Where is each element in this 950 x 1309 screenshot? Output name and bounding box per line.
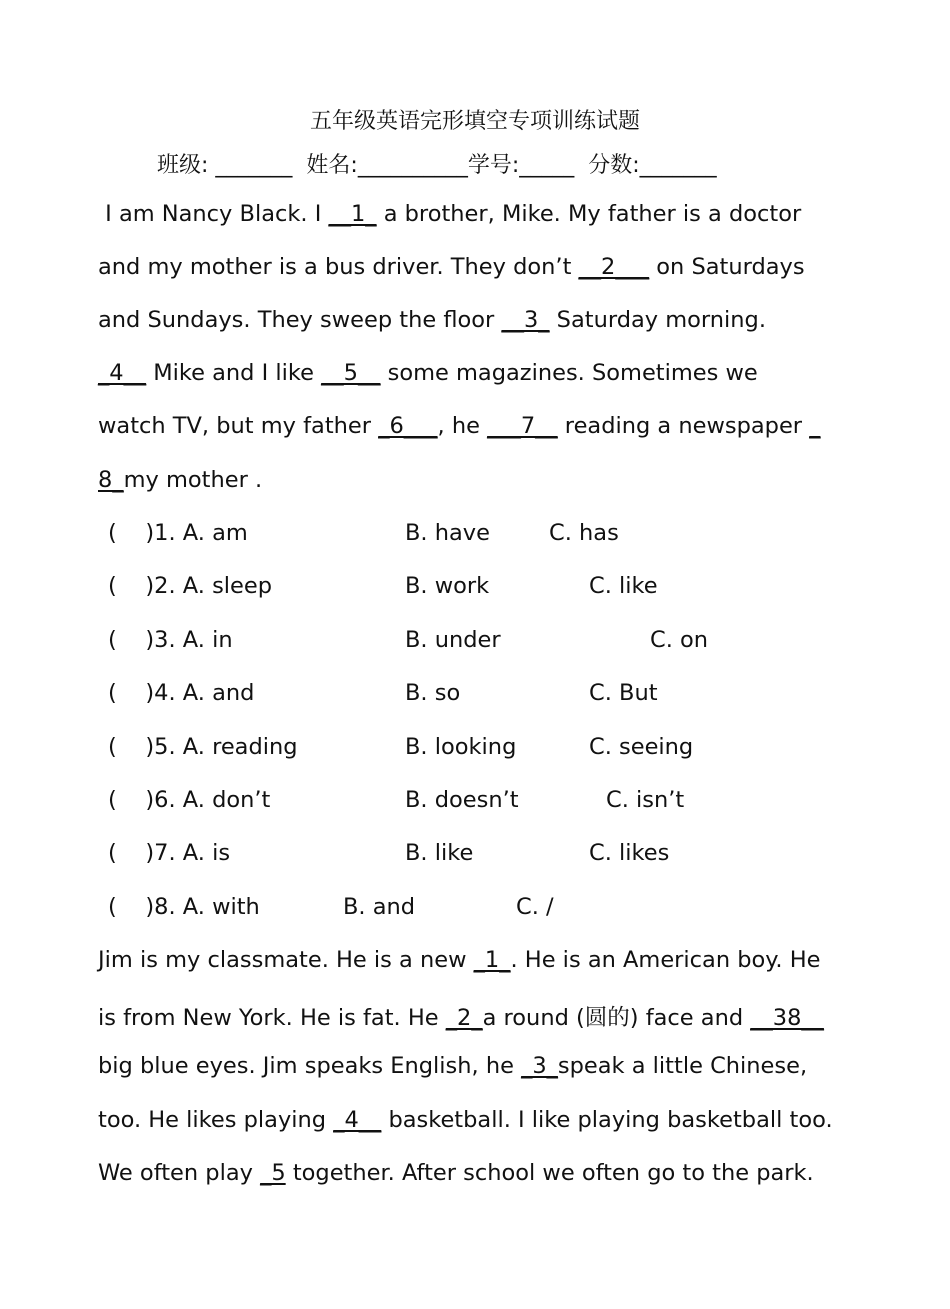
blank-1[interactable]: _1_ [473, 947, 511, 973]
question-option-c[interactable]: C. But [589, 680, 658, 706]
passage1-line: 8_my mother . [98, 467, 263, 493]
question-option-b[interactable]: B. doesn’t [405, 787, 519, 813]
name-field[interactable]: 姓名:__________ [306, 153, 468, 178]
question-option-c[interactable]: C. seeing [589, 734, 694, 760]
page-title: 五年级英语完形填空专项训练试题 [309, 109, 640, 134]
question-option-b[interactable]: B. looking [405, 734, 517, 760]
blank-1[interactable]: __1_ [328, 201, 377, 227]
class-field[interactable]: 班级: _______ [157, 153, 293, 178]
passage2-line: big blue eyes. Jim speaks English, he _3_speak a little Chinese, [98, 1053, 808, 1079]
question-option-b[interactable]: B. work [405, 573, 490, 599]
passage2-line: is from New York. He is fat. He _2_a round (圆的) face and __38__ [98, 1005, 824, 1031]
question-option-c[interactable]: C. likes [589, 840, 670, 866]
question-option-a[interactable]: ( )3. A. in [108, 627, 233, 653]
question-option-b[interactable]: B. have [405, 520, 490, 546]
blank-7[interactable]: ___7__ [487, 413, 558, 439]
passage2-line: Jim is my classmate. He is a new _1_. He is an American boy. He [98, 947, 821, 973]
question-option-b[interactable]: B. and [343, 894, 416, 920]
student-number-field[interactable]: 学号:_____ [467, 153, 575, 178]
question-option-c[interactable]: C. has [549, 520, 619, 546]
question-option-a[interactable]: ( )7. A. is [108, 840, 231, 866]
question-option-c[interactable]: C. / [516, 894, 554, 920]
passage1-line: I am Nancy Black. I __1_ a brother, Mike. My father is a doctor [98, 201, 802, 227]
score-field[interactable]: 分数:_______ [588, 153, 717, 178]
question-option-a[interactable]: ( )6. A. don’t [108, 787, 271, 813]
question-option-b[interactable]: B. like [405, 840, 474, 866]
blank-6[interactable]: _6___ [378, 413, 438, 439]
blank-3[interactable]: __3_ [501, 307, 550, 333]
passage1-line: watch TV, but my father _6___, he ___7__ reading a newspaper _ [98, 413, 821, 439]
blank-5[interactable]: _5 [260, 1160, 286, 1186]
question-option-a[interactable]: ( )5. A. reading [108, 734, 298, 760]
question-option-c[interactable]: C. isn’t [606, 787, 685, 813]
passage2-line: We often play _5 together. After school we often go to the park. [98, 1160, 814, 1186]
blank-2[interactable]: __2___ [578, 254, 650, 280]
blank-4[interactable]: _4__ [98, 360, 147, 386]
passage1-line: and Sundays. They sweep the floor __3_ Saturday morning. [98, 307, 766, 333]
question-option-a[interactable]: ( )8. A. with [108, 894, 260, 920]
question-option-a[interactable]: ( )2. A. sleep [108, 573, 273, 599]
blank-8-start[interactable]: _ [809, 413, 821, 439]
question-option-a[interactable]: ( )4. A. and [108, 680, 255, 706]
blank-38[interactable]: __38__ [750, 1005, 824, 1031]
blank-8[interactable]: 8_ [98, 467, 124, 493]
blank-3[interactable]: _3_ [521, 1053, 558, 1079]
blank-4[interactable]: _4__ [333, 1107, 382, 1133]
question-option-a[interactable]: ( )1. A. am [108, 520, 248, 546]
question-option-b[interactable]: B. under [405, 627, 501, 653]
student-info-line [157, 148, 717, 179]
passage1-line: and my mother is a bus driver. They don’t __2___ on Saturdays [98, 254, 805, 280]
blank-5[interactable]: __5__ [321, 360, 381, 386]
question-option-c[interactable]: C. on [650, 627, 709, 653]
question-option-c[interactable]: C. like [589, 573, 658, 599]
passage2-line: too. He likes playing _4__ basketball. I like playing basketball too. [98, 1107, 833, 1133]
passage1-line: _4__ Mike and I like __5__ some magazines. Sometimes we [98, 360, 758, 386]
question-option-b[interactable]: B. so [405, 680, 461, 706]
blank-2[interactable]: _2_ [445, 1005, 483, 1031]
